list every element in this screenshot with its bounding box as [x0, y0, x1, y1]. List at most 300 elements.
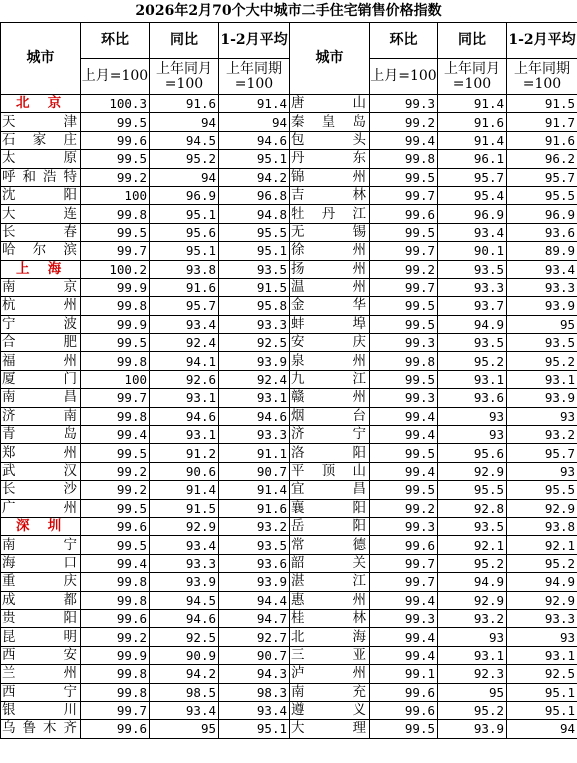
city-cell: 西宁	[1, 683, 81, 701]
city-cell: 上 海	[1, 260, 81, 278]
mom-cell: 99.5	[81, 334, 150, 352]
yoy-cell: 91.5	[150, 499, 219, 517]
ytd-cell: 94	[219, 113, 290, 131]
mom-cell: 99.2	[370, 260, 438, 278]
city-cell: 宁波	[1, 315, 81, 333]
table-row	[1, 720, 577, 738]
ytd-cell: 96.2	[507, 150, 577, 168]
table-row	[1, 205, 577, 223]
col-header-city: 城市	[1, 23, 81, 95]
yoy-cell: 91.4	[438, 95, 507, 113]
mom-cell: 99.6	[370, 536, 438, 554]
city-cell: 天津	[1, 113, 81, 131]
ytd-cell: 93.9	[507, 389, 577, 407]
ytd-cell: 95.8	[219, 297, 290, 315]
city-cell: 金华	[290, 297, 370, 315]
mom-cell: 99.6	[81, 131, 150, 149]
mom-cell: 99.1	[370, 665, 438, 683]
ytd-cell: 93.3	[219, 426, 290, 444]
table-row	[1, 278, 577, 296]
mom-cell: 99.2	[81, 481, 150, 499]
yoy-cell: 93.3	[150, 554, 219, 572]
table-row	[1, 536, 577, 554]
yoy-cell: 98.5	[150, 683, 219, 701]
mom-cell: 99.2	[81, 462, 150, 480]
ytd-cell: 93.1	[507, 370, 577, 388]
city-cell: 安庆	[290, 334, 370, 352]
yoy-cell: 92.5	[150, 628, 219, 646]
yoy-cell: 94.9	[438, 573, 507, 591]
city-cell: 哈尔滨	[1, 242, 81, 260]
mom-cell: 99.6	[81, 720, 150, 738]
table-row	[1, 481, 577, 499]
city-cell: 锦州	[290, 168, 370, 186]
mom-cell: 99.6	[370, 701, 438, 719]
ytd-cell: 95	[507, 315, 577, 333]
yoy-cell: 93.5	[438, 260, 507, 278]
mom-cell: 99.5	[370, 444, 438, 462]
col-header-yoy-2: 同比	[438, 23, 507, 59]
ytd-cell: 92.9	[507, 499, 577, 517]
city-cell: 泸州	[290, 665, 370, 683]
yoy-cell: 93.4	[150, 536, 219, 554]
yoy-cell: 92.3	[438, 665, 507, 683]
col-header-mom-2: 环比	[370, 23, 438, 59]
ytd-cell: 93.9	[219, 573, 290, 591]
ytd-cell: 91.5	[219, 278, 290, 296]
city-cell: 丹东	[290, 150, 370, 168]
mom-cell: 99.4	[370, 426, 438, 444]
mom-cell: 99.4	[370, 591, 438, 609]
yoy-cell: 95.6	[438, 444, 507, 462]
city-cell: 桂林	[290, 609, 370, 627]
mom-cell: 99.5	[370, 720, 438, 738]
mom-cell: 99.5	[81, 150, 150, 168]
ytd-cell: 96.8	[219, 186, 290, 204]
ytd-cell: 91.7	[507, 113, 577, 131]
city-cell: 北 京	[1, 95, 81, 113]
yoy-cell: 92.6	[150, 370, 219, 388]
mom-cell: 99.5	[370, 315, 438, 333]
ytd-cell: 94.7	[219, 609, 290, 627]
table-row	[1, 370, 577, 388]
ytd-cell: 93.5	[219, 260, 290, 278]
mom-cell: 99.4	[370, 131, 438, 149]
table-row	[1, 113, 577, 131]
city-cell: 烟台	[290, 407, 370, 425]
city-cell: 济宁	[290, 426, 370, 444]
city-cell: 岳阳	[290, 517, 370, 535]
ytd-cell: 91.4	[219, 481, 290, 499]
mom-cell: 99.3	[370, 609, 438, 627]
yoy-cell: 95	[150, 720, 219, 738]
yoy-cell: 95	[438, 683, 507, 701]
yoy-cell: 94.9	[438, 315, 507, 333]
ytd-cell: 94	[507, 720, 577, 738]
yoy-cell: 94.2	[150, 665, 219, 683]
city-cell: 牡丹江	[290, 205, 370, 223]
yoy-cell: 93.4	[150, 315, 219, 333]
yoy-cell: 92.9	[150, 517, 219, 535]
yoy-cell: 93.4	[150, 701, 219, 719]
city-cell: 吉林	[290, 186, 370, 204]
yoy-cell: 91.4	[150, 481, 219, 499]
mom-cell: 99.5	[370, 168, 438, 186]
ytd-cell: 98.3	[219, 683, 290, 701]
yoy-cell: 92.9	[438, 462, 507, 480]
ytd-cell: 92.5	[219, 334, 290, 352]
yoy-cell: 95.1	[150, 205, 219, 223]
yoy-cell: 94	[150, 168, 219, 186]
ytd-cell: 90.7	[219, 462, 290, 480]
table-row	[1, 407, 577, 425]
yoy-cell: 94.5	[150, 131, 219, 149]
ytd-cell: 92.1	[507, 536, 577, 554]
city-cell: 扬州	[290, 260, 370, 278]
ytd-cell: 94.6	[219, 407, 290, 425]
ytd-cell: 92.4	[219, 370, 290, 388]
table-row	[1, 591, 577, 609]
yoy-cell: 93.7	[438, 297, 507, 315]
ytd-cell: 94.9	[507, 573, 577, 591]
table-row	[1, 352, 577, 370]
city-cell: 郑州	[1, 444, 81, 462]
ytd-cell: 93.3	[507, 278, 577, 296]
mom-cell: 99.7	[370, 242, 438, 260]
mom-cell: 99.8	[81, 297, 150, 315]
mom-cell: 99.5	[81, 536, 150, 554]
yoy-cell: 90.9	[150, 646, 219, 664]
mom-cell: 99.5	[370, 481, 438, 499]
table-row	[1, 315, 577, 333]
city-cell: 广州	[1, 499, 81, 517]
ytd-cell: 92.5	[507, 665, 577, 683]
ytd-cell: 95.1	[507, 683, 577, 701]
mom-cell: 99.8	[81, 683, 150, 701]
mom-cell: 99.6	[81, 609, 150, 627]
yoy-cell: 93.3	[438, 278, 507, 296]
table-row	[1, 186, 577, 204]
table-row	[1, 131, 577, 149]
yoy-cell: 93.6	[438, 389, 507, 407]
ytd-cell: 91.4	[219, 95, 290, 113]
ytd-cell: 93.9	[507, 297, 577, 315]
ytd-cell: 93.2	[507, 426, 577, 444]
yoy-cell: 94	[150, 113, 219, 131]
ytd-cell: 93	[507, 462, 577, 480]
ytd-cell: 93.4	[507, 260, 577, 278]
city-cell: 长春	[1, 223, 81, 241]
yoy-cell: 91.2	[150, 444, 219, 462]
ytd-cell: 95.5	[507, 481, 577, 499]
ytd-cell: 95.1	[507, 701, 577, 719]
yoy-cell: 92.4	[150, 334, 219, 352]
yoy-cell: 95.7	[150, 297, 219, 315]
mom-cell: 99.8	[370, 352, 438, 370]
table-row	[1, 462, 577, 480]
mom-cell: 100	[81, 370, 150, 388]
ytd-cell: 94.4	[219, 591, 290, 609]
ytd-cell: 94.6	[219, 131, 290, 149]
mom-cell: 99.9	[81, 646, 150, 664]
table-row	[1, 646, 577, 664]
ytd-cell: 94.8	[219, 205, 290, 223]
yoy-cell: 95.6	[150, 223, 219, 241]
yoy-cell: 92.9	[438, 591, 507, 609]
table-row	[1, 665, 577, 683]
city-cell: 福州	[1, 352, 81, 370]
yoy-cell: 96.1	[438, 150, 507, 168]
city-cell: 徐州	[290, 242, 370, 260]
mom-cell: 99.7	[81, 389, 150, 407]
ytd-cell: 94.2	[219, 168, 290, 186]
city-cell: 唐山	[290, 95, 370, 113]
ytd-cell: 93	[507, 628, 577, 646]
col-subheader-ytd-2: 上年同期=100	[507, 59, 577, 95]
city-cell: 杭州	[1, 297, 81, 315]
mom-cell: 99.3	[370, 95, 438, 113]
mom-cell: 99.2	[81, 628, 150, 646]
ytd-cell: 96.9	[507, 205, 577, 223]
yoy-cell: 93.9	[150, 573, 219, 591]
mom-cell: 99.4	[370, 646, 438, 664]
col-header-ytd: 1-2月平均	[219, 23, 290, 59]
ytd-cell: 95.5	[219, 223, 290, 241]
mom-cell: 99.4	[81, 426, 150, 444]
yoy-cell: 95.5	[438, 481, 507, 499]
city-cell: 九江	[290, 370, 370, 388]
mom-cell: 99.7	[370, 573, 438, 591]
city-cell: 济南	[1, 407, 81, 425]
yoy-cell: 93.4	[438, 223, 507, 241]
mom-cell: 99.7	[370, 186, 438, 204]
ytd-cell: 91.5	[507, 95, 577, 113]
city-cell: 襄阳	[290, 499, 370, 517]
ytd-cell: 94.3	[219, 665, 290, 683]
city-cell: 宜昌	[290, 481, 370, 499]
ytd-cell: 93	[507, 407, 577, 425]
mom-cell: 99.5	[370, 370, 438, 388]
city-cell: 深 圳	[1, 517, 81, 535]
page-title: 2026年2月70个大中城市二手住宅销售价格指数	[135, 3, 442, 19]
city-cell: 厦门	[1, 370, 81, 388]
ytd-cell: 95.7	[507, 168, 577, 186]
yoy-cell: 93.1	[150, 389, 219, 407]
ytd-cell: 91.6	[507, 131, 577, 149]
ytd-cell: 95.1	[219, 242, 290, 260]
yoy-cell: 93.9	[438, 720, 507, 738]
mom-cell: 99.4	[370, 628, 438, 646]
yoy-cell: 91.6	[150, 278, 219, 296]
table-row	[1, 517, 577, 535]
city-cell: 合肥	[1, 334, 81, 352]
yoy-cell: 93	[438, 407, 507, 425]
yoy-cell: 91.6	[438, 113, 507, 131]
yoy-cell: 93.8	[150, 260, 219, 278]
city-cell: 重庆	[1, 573, 81, 591]
table-row	[1, 150, 577, 168]
col-header-city-2: 城市	[290, 23, 370, 95]
ytd-cell: 93.8	[507, 517, 577, 535]
city-cell: 洛阳	[290, 444, 370, 462]
mom-cell: 99.6	[370, 205, 438, 223]
ytd-cell: 91.6	[219, 499, 290, 517]
city-cell: 韶关	[290, 554, 370, 572]
city-cell: 贵阳	[1, 609, 81, 627]
table-row	[1, 389, 577, 407]
table-row	[1, 444, 577, 462]
city-cell: 银川	[1, 701, 81, 719]
table-row	[1, 297, 577, 315]
mom-cell: 99.6	[370, 683, 438, 701]
ytd-cell: 93.3	[219, 315, 290, 333]
table-row	[1, 260, 577, 278]
table-row	[1, 426, 577, 444]
col-header-mom: 环比	[81, 23, 150, 59]
col-subheader-mom-2: 上月=100	[370, 59, 438, 95]
city-cell: 武汉	[1, 462, 81, 480]
ytd-cell: 93.1	[219, 389, 290, 407]
ytd-cell: 93.6	[219, 554, 290, 572]
city-cell: 沈阳	[1, 186, 81, 204]
city-cell: 南京	[1, 278, 81, 296]
yoy-cell: 93.2	[438, 609, 507, 627]
col-subheader-yoy-2: 上年同月=100	[438, 59, 507, 95]
city-cell: 成都	[1, 591, 81, 609]
city-cell: 湛江	[290, 573, 370, 591]
mom-cell: 99.4	[370, 407, 438, 425]
mom-cell: 99.9	[81, 278, 150, 296]
city-cell: 温州	[290, 278, 370, 296]
mom-cell: 99.3	[370, 517, 438, 535]
col-header-ytd-2: 1-2月平均	[507, 23, 577, 59]
yoy-cell: 95.1	[150, 242, 219, 260]
yoy-cell: 95.4	[438, 186, 507, 204]
yoy-cell: 96.9	[150, 186, 219, 204]
table-row	[1, 609, 577, 627]
city-cell: 呼和浩特	[1, 168, 81, 186]
mom-cell: 99.5	[81, 444, 150, 462]
table-row	[1, 701, 577, 719]
city-cell: 蚌埠	[290, 315, 370, 333]
mom-cell: 99.8	[81, 205, 150, 223]
ytd-cell: 95.1	[219, 150, 290, 168]
city-cell: 南宁	[1, 536, 81, 554]
yoy-cell: 93	[438, 426, 507, 444]
yoy-cell: 91.6	[150, 95, 219, 113]
yoy-cell: 92.1	[438, 536, 507, 554]
ytd-cell: 92.7	[219, 628, 290, 646]
yoy-cell: 95.7	[438, 168, 507, 186]
ytd-cell: 93.6	[507, 223, 577, 241]
ytd-cell: 93.5	[507, 334, 577, 352]
mom-cell: 99.4	[81, 554, 150, 572]
mom-cell: 99.7	[81, 242, 150, 260]
mom-cell: 100.2	[81, 260, 150, 278]
city-cell: 海口	[1, 554, 81, 572]
mom-cell: 99.5	[81, 223, 150, 241]
ytd-cell: 91.1	[219, 444, 290, 462]
yoy-cell: 94.1	[150, 352, 219, 370]
table-body	[1, 95, 577, 739]
table-header	[1, 23, 577, 95]
yoy-cell: 93.5	[438, 334, 507, 352]
col-subheader-yoy: 上年同月=100	[150, 59, 219, 95]
yoy-cell: 94.5	[150, 591, 219, 609]
city-cell: 包头	[290, 131, 370, 149]
yoy-cell: 93.1	[438, 370, 507, 388]
table-row	[1, 683, 577, 701]
table-row	[1, 223, 577, 241]
city-cell: 北海	[290, 628, 370, 646]
table-row	[1, 499, 577, 517]
city-cell: 遵义	[290, 701, 370, 719]
city-cell: 石家庄	[1, 131, 81, 149]
mom-cell: 99.2	[81, 168, 150, 186]
ytd-cell: 93.5	[219, 536, 290, 554]
ytd-cell: 95.5	[507, 186, 577, 204]
price-index-table	[0, 22, 577, 739]
city-cell: 秦皇岛	[290, 113, 370, 131]
mom-cell: 99.7	[370, 554, 438, 572]
city-cell: 长沙	[1, 481, 81, 499]
mom-cell: 99.7	[81, 701, 150, 719]
table-row	[1, 95, 577, 113]
table-row	[1, 334, 577, 352]
yoy-cell: 93.1	[150, 426, 219, 444]
yoy-cell: 95.2	[150, 150, 219, 168]
mom-cell: 99.5	[370, 297, 438, 315]
city-cell: 南充	[290, 683, 370, 701]
yoy-cell: 94.6	[150, 609, 219, 627]
ytd-cell: 93.3	[507, 609, 577, 627]
city-cell: 西安	[1, 646, 81, 664]
ytd-cell: 93.4	[219, 701, 290, 719]
mom-cell: 99.4	[370, 462, 438, 480]
city-cell: 三亚	[290, 646, 370, 664]
city-cell: 泉州	[290, 352, 370, 370]
yoy-cell: 93	[438, 628, 507, 646]
mom-cell: 99.8	[81, 407, 150, 425]
city-cell: 无锡	[290, 223, 370, 241]
city-cell: 兰州	[1, 665, 81, 683]
city-cell: 常德	[290, 536, 370, 554]
mom-cell: 99.5	[81, 113, 150, 131]
ytd-cell: 93.9	[219, 352, 290, 370]
yoy-cell: 90.1	[438, 242, 507, 260]
ytd-cell: 95.1	[219, 720, 290, 738]
ytd-cell: 89.9	[507, 242, 577, 260]
mom-cell: 99.3	[370, 389, 438, 407]
mom-cell: 100.3	[81, 95, 150, 113]
col-subheader-mom: 上月=100	[81, 59, 150, 95]
yoy-cell: 96.9	[438, 205, 507, 223]
city-cell: 南昌	[1, 389, 81, 407]
table-row	[1, 628, 577, 646]
mom-cell: 99.8	[81, 591, 150, 609]
ytd-cell: 93.2	[219, 517, 290, 535]
yoy-cell: 93.1	[438, 646, 507, 664]
mom-cell: 99.2	[370, 113, 438, 131]
ytd-cell: 95.2	[507, 352, 577, 370]
yoy-cell: 93.5	[438, 517, 507, 535]
ytd-cell: 90.7	[219, 646, 290, 664]
yoy-cell: 95.2	[438, 352, 507, 370]
mom-cell: 99.9	[81, 315, 150, 333]
table-row	[1, 573, 577, 591]
mom-cell: 99.2	[370, 499, 438, 517]
yoy-cell: 94.6	[150, 407, 219, 425]
